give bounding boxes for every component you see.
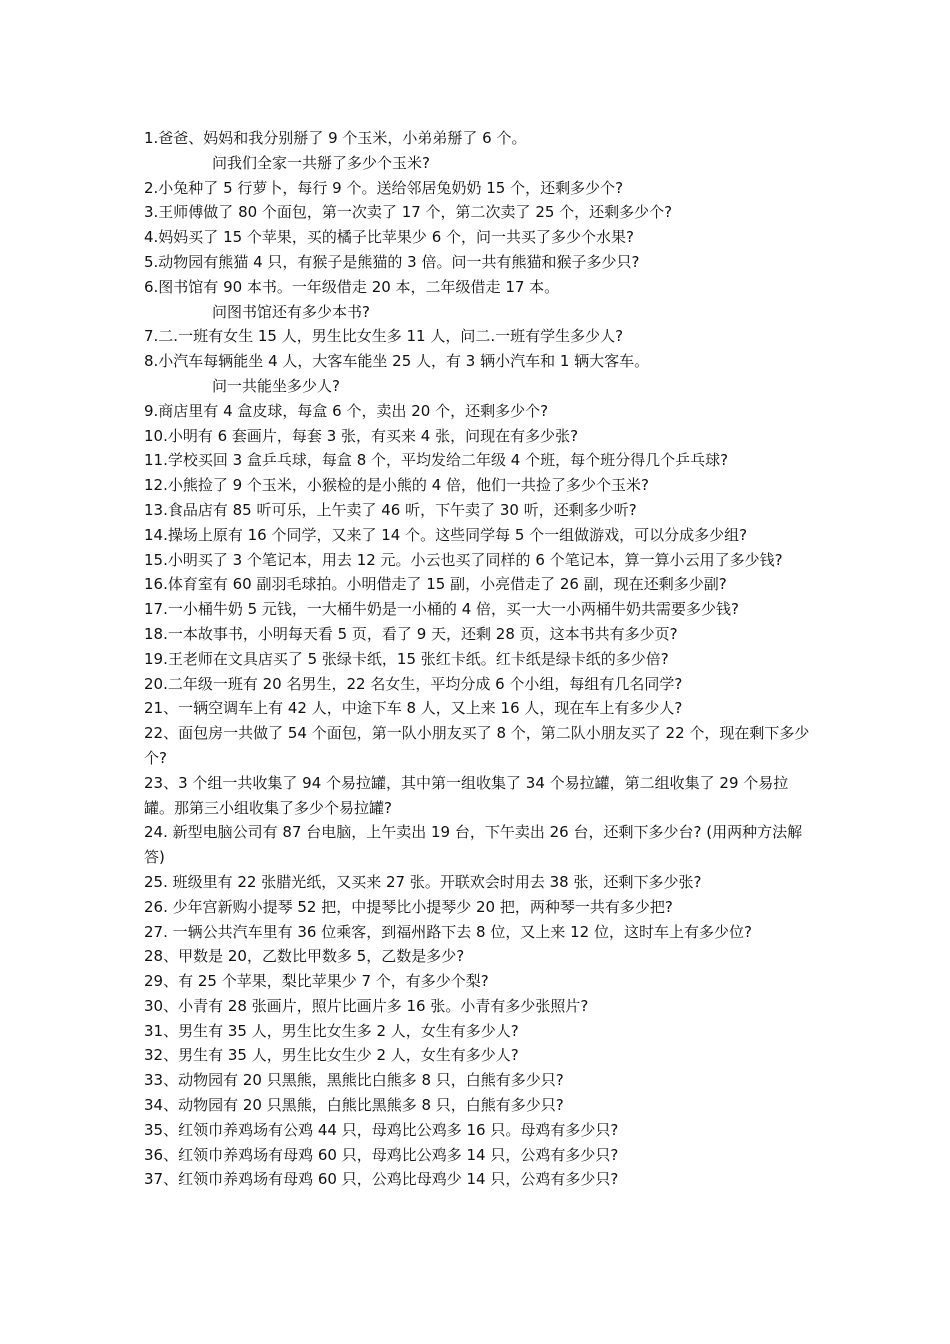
problem-6: 6.图书馆有 90 本书。一年级借走 20 本，二年级借走 17 本。 (144, 277, 560, 296)
problem-18: 18.一本故事书，小明每天看 5 页，看了 9 天，还剩 28 页，这本书共有多少页? (144, 624, 678, 643)
problem-list (144, 126, 814, 1192)
problem-5: 5.动物园有熊猫 4 只，有猴子是熊猫的 3 倍。问一共有熊猫和猴子多少只? (144, 252, 640, 271)
problem-17: 17.一小桶牛奶 5 元钱，一大桶牛奶是一小桶的 4 倍，买一大一小两桶牛奶共需要多少钱? (144, 600, 739, 619)
problem-21: 21、一辆空调车上有 42 人，中途下车 8 人，又上来 16 人，现在车上有多少人? (144, 699, 683, 718)
problem-25: 25. 班级里有 22 张腊光纸，又买来 27 张。开联欢会时用去 38 张，还剩下多少张? (144, 872, 702, 891)
problem-1-question: 问我们全家一共掰了多少个玉米? (212, 153, 430, 172)
problem-30: 30、小青有 28 张画片，照片比画片多 16 张。小青有多少张照片? (144, 996, 589, 1015)
problem-27: 27. 一辆公共汽车里有 36 位乘客，到福州路下去 8 位，又上来 12 位，这时车上有多少位? (144, 922, 752, 941)
problem-9: 9.商店里有 4 盒皮球，每盒 6 个，卖出 20 个，还剩多少个? (144, 401, 549, 420)
problem-10: 10.小明有 6 套画片，每套 3 张，有买来 4 张，问现在有多少张? (144, 426, 579, 445)
problem-3: 3.王师傅做了 80 个面包，第一次卖了 17 个，第二次卖了 25 个，还剩多少个? (144, 203, 673, 222)
problem-16: 16.体育室有 60 副羽毛球拍。小明借走了 15 副，小亮借走了 26 副，现在还剩多少副? (144, 575, 727, 594)
problem-6-question: 问图书馆还有多少本书? (212, 302, 370, 321)
problem-32: 32、男生有 35 人，男生比女生少 2 人，女生有多少人? (144, 1046, 519, 1065)
problem-20: 20.二年级一班有 20 名男生，22 名女生，平均分成 6 个小组，每组有几名同学? (144, 674, 683, 693)
problem-33: 33、动物园有 20 只黑熊，黑熊比白熊多 8 只，白熊有多少只? (144, 1071, 564, 1090)
problem-26: 26. 少年宫新购小提琴 52 把，中提琴比小提琴少 20 把，两种琴一共有多少把? (144, 897, 673, 916)
problem-11: 11.学校买回 3 盒乒乓球，每盒 8 个，平均发给二年级 4 个班，每个班分得几个乒乓球? (144, 451, 729, 470)
problem-12: 12.小熊捡了 9 个玉米，小猴检的是小熊的 4 倍，他们一共捡了多少个玉米? (144, 476, 649, 495)
problem-7: 7.二.一班有女生 15 人，男生比女生多 11 人，问二.一班有学生多少人? (144, 327, 624, 346)
problem-31: 31、男生有 35 人，男生比女生多 2 人，女生有多少人? (144, 1021, 519, 1040)
problem-28: 28、甲数是 20，乙数比甲数多 5，乙数是多少? (144, 947, 465, 966)
problem-37: 37、红领巾养鸡场有母鸡 60 只，公鸡比母鸡少 14 只，公鸡有多少只? (144, 1170, 619, 1189)
problem-36: 36、红领巾养鸡场有母鸡 60 只，母鸡比公鸡多 14 只，公鸡有多少只? (144, 1145, 619, 1164)
problem-2: 2.小兔种了 5 行萝卜，每行 9 个。送给邻居兔奶奶 15 个，还剩多少个? (144, 178, 624, 197)
problem-34: 34、动物园有 20 只黑熊，白熊比黑熊多 8 只，白熊有多少只? (144, 1096, 564, 1115)
problem-22: 22、面包房一共做了 54 个面包，第一队小朋友买了 8 个，第二队小朋友买了 22 个，现在剩下多少个? (144, 724, 810, 767)
problem-4: 4.妈妈买了 15 个苹果，买的橘子比苹果少 6 个，问一共买了多少个水果? (144, 228, 634, 247)
problem-24: 24. 新型电脑公司有 87 台电脑，上午卖出 19 台，下午卖出 26 台，还剩下多少台? (用两种方法解答) (144, 823, 803, 867)
problem-8: 8.小汽车每辆能坐 4 人，大客车能坐 25 人，有 3 辆小汽车和 1 辆大客车。 (144, 352, 650, 371)
problem-35: 35、红领巾养鸡场有公鸡 44 只，母鸡比公鸡多 16 只。母鸡有多少只? (144, 1120, 619, 1139)
problem-1: 1.爸爸、妈妈和我分别掰了 9 个玉米，小弟弟掰了 6 个。 (144, 129, 527, 147)
problem-29: 29、有 25 个苹果，梨比苹果少 7 个，有多少个梨? (144, 972, 489, 991)
problem-19: 19.王老师在文具店买了 5 张绿卡纸，15 张红卡纸。红卡纸是绿卡纸的多少倍? (144, 649, 669, 668)
problem-14: 14.操场上原有 16 个同学，又来了 14 个。这些同学每 5 个一组做游戏，可以分成多少组? (144, 525, 748, 544)
problem-15: 15.小明买了 3 个笔记本，用去 12 元。小云也买了同样的 6 个笔记本，算一算小云用了多少钱? (144, 550, 783, 569)
problem-13: 13.食品店有 85 听可乐，上午卖了 46 听，下午卖了 30 听，还剩多少听? (144, 500, 637, 519)
problem-8-question: 问一共能坐多少人? (212, 376, 340, 395)
problem-23: 23、3 个组一共收集了 94 个易拉罐，其中第一组收集了 34 个易拉罐，第二组收集了 29 个易拉罐。那第三小组收集了多少个易拉罐? (144, 773, 789, 817)
